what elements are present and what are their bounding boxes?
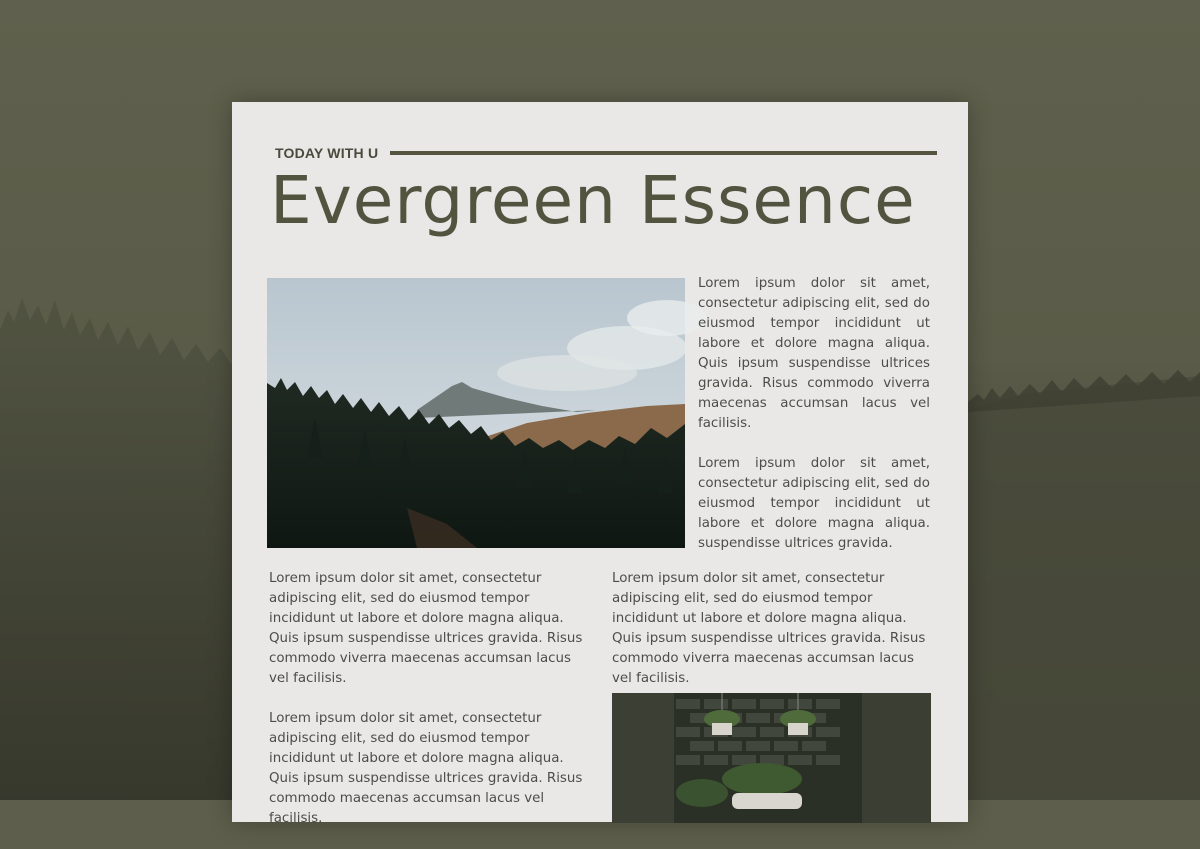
- intro-paragraph-2: Lorem ipsum dolor sit amet, consectetur adipiscing elit, sed do eiusmod tempor incididunt ut labore et dolore magna aliqua. suspendisse ultrices gravida.: [698, 456, 930, 551]
- right-paragraph-1: Lorem ipsum dolor sit amet, consectetur adipiscing elit, sed do eiusmod tempor incididunt ut labore et dolore magna aliqua. Quis ipsum suspendisse ultrices gravida. Risus commodo viverra maecenas accumsan lacus vel facilisis.: [612, 571, 926, 686]
- intro-text-block: [698, 274, 930, 574]
- left-paragraph-1: Lorem ipsum dolor sit amet, consectetur adipiscing elit, sed do eiusmod tempor incididunt ut labore et dolore magna aliqua. Quis ipsum suspendisse ultrices gravida. Risus commodo viverra maecenas accumsan lacus vel facilisis.: [269, 571, 583, 686]
- left-paragraph-2: Lorem ipsum dolor sit amet, consectetur adipiscing elit, sed do eiusmod tempor incididunt ut labore et dolore magna aliqua. Quis ipsum suspendisse ultrices gravida. Risus commodo maecenas accumsan lacus vel facilisis.: [269, 711, 583, 826]
- headline: Evergreen Essence: [270, 162, 916, 239]
- left-column: [269, 569, 587, 849]
- intro-paragraph-1: Lorem ipsum dolor sit amet, consectetur adipiscing elit, sed do eiusmod tempor incididunt ut labore et dolore magna aliqua. Quis ipsum suspendisse ultrices gravida. Risus commodo viverra maecenas accumsan lacus vel facilisis.: [698, 276, 930, 431]
- hanging-plants-photo: [612, 693, 931, 823]
- right-column: [612, 569, 932, 709]
- magazine-page: [232, 102, 968, 826]
- kicker-label: TODAY WITH U: [275, 145, 379, 161]
- mountain-forest-photo: [267, 278, 685, 548]
- kicker-rule: [390, 151, 937, 155]
- kicker-row: [275, 144, 937, 162]
